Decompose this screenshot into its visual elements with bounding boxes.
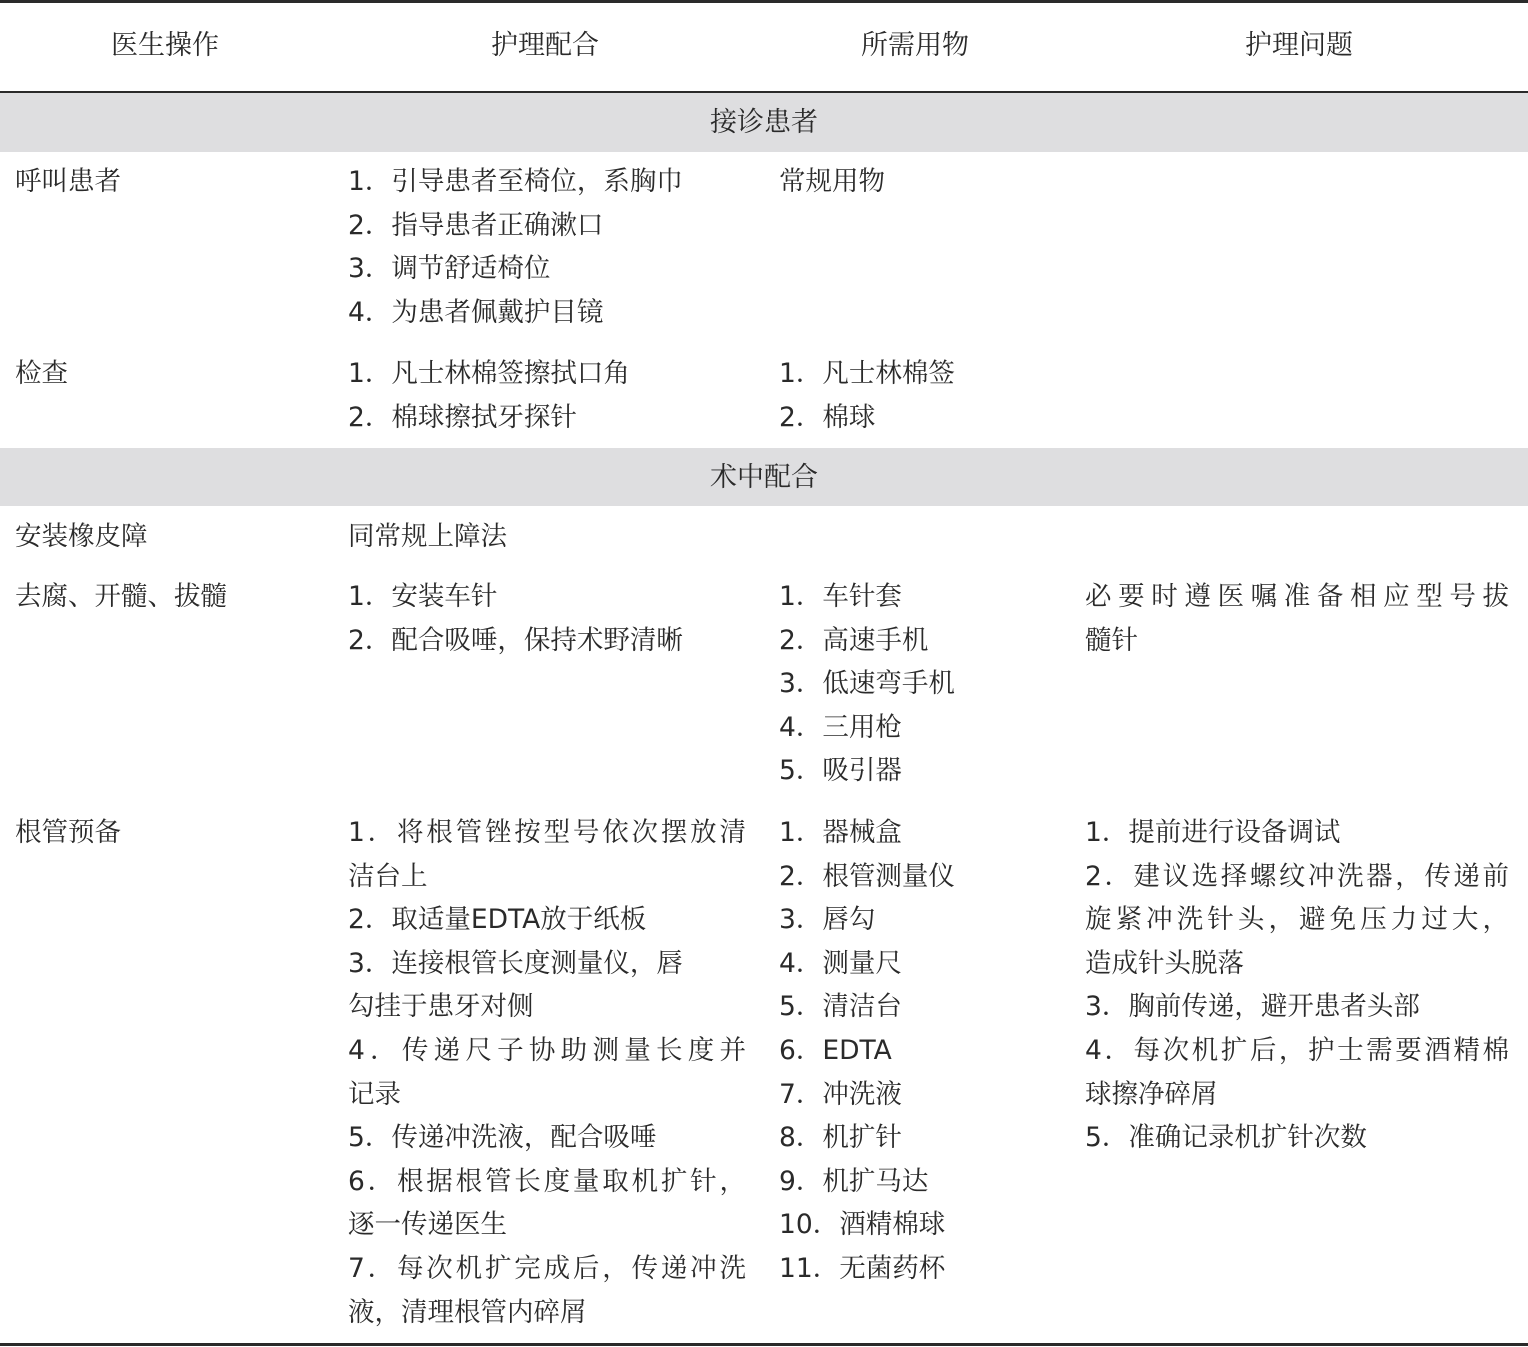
section-header-intraoperative-cooperation: 术中配合 <box>0 448 1528 506</box>
row-nursing-list <box>348 352 630 439</box>
list-item: 2．根管测量仪 <box>779 860 955 892</box>
row-doctor-operation <box>15 575 227 619</box>
list-item: 5．吸引器 <box>779 755 902 787</box>
list-item: 6．根据根管长度量取机扩针， <box>348 1165 746 1197</box>
list-item: 2．高速手机 <box>779 624 929 656</box>
row-supplies-list <box>779 352 955 439</box>
list-item: 4．为患者佩戴护目镜 <box>348 296 604 328</box>
list-item: 3．唇勾 <box>779 904 876 936</box>
list-item: 7．每次机扩完成后，传递冲洗 <box>348 1252 746 1284</box>
list-item: 1．提前进行设备调试 <box>1085 817 1341 848</box>
list-item: 1．车针套 <box>779 581 902 612</box>
list-item: 同常规上障法 <box>348 521 507 552</box>
list-item: 7．冲洗液 <box>779 1078 902 1110</box>
list-item: 1．凡士林棉签擦拭口角 <box>348 358 630 389</box>
row-nursing-list <box>348 515 507 559</box>
row-doctor-operation <box>15 352 68 396</box>
row-supplies-list <box>779 160 885 204</box>
row-doctor-operation <box>15 811 121 855</box>
list-item: 旋紧冲洗针头，避免压力过大， <box>1085 904 1509 936</box>
column-header-required-supplies: 所需用物 <box>861 30 969 61</box>
row-nursing-list <box>348 160 683 334</box>
list-item: 5．准确记录机扩针次数 <box>1085 1122 1367 1154</box>
row-doctor-text: 检查 <box>15 358 68 389</box>
column-header-nursing-issues: 护理问题 <box>1245 30 1353 61</box>
list-item: 髓针 <box>1085 624 1138 656</box>
row-supplies-list <box>779 811 955 1291</box>
list-item: 3．连接根管长度测量仪，唇 <box>348 947 683 979</box>
list-item: 4．测量尺 <box>779 947 902 979</box>
row-doctor-text: 安装橡皮障 <box>15 521 148 552</box>
row-doctor-operation <box>15 160 121 204</box>
list-item: 3．低速弯手机 <box>779 668 955 700</box>
list-item: 4．三用枪 <box>779 711 902 743</box>
list-item: 常规用物 <box>779 166 885 197</box>
list-item: 1．安装车针 <box>348 581 498 612</box>
row-doctor-operation <box>15 515 148 559</box>
list-item: 1．器械盒 <box>779 817 902 848</box>
list-item: 3．调节舒适椅位 <box>348 253 551 285</box>
row-issues-list <box>1085 811 1509 1160</box>
list-item: 勾挂于患牙对侧 <box>348 991 534 1023</box>
list-item: 5．清洁台 <box>779 991 902 1023</box>
list-item: 11．无菌药杯 <box>779 1252 946 1284</box>
list-item: 2．棉球擦拭牙探针 <box>348 401 577 433</box>
row-nursing-list <box>348 811 746 1334</box>
row-doctor-text: 根管预备 <box>15 817 121 848</box>
list-item: 9．机扩马达 <box>779 1165 929 1197</box>
list-item: 4．每次机扩后，护士需要酒精棉 <box>1085 1034 1509 1066</box>
list-item: 1．将根管锉按型号依次摆放清 <box>348 817 746 848</box>
list-item: 5．传递冲洗液，配合吸唾 <box>348 1122 657 1154</box>
list-item: 2．取适量EDTA放于纸板 <box>348 904 647 936</box>
list-item: 洁台上 <box>348 860 428 892</box>
row-issues-list <box>1085 575 1509 662</box>
list-item: 造成针头脱落 <box>1085 947 1244 979</box>
column-header-nursing-cooperation: 护理配合 <box>491 30 599 61</box>
list-item: 1．引导患者至椅位，系胸巾 <box>348 166 683 197</box>
table-bottom-rule <box>0 1343 1528 1346</box>
section-header-patient-reception: 接诊患者 <box>0 93 1528 152</box>
list-item: 8．机扩针 <box>779 1122 902 1154</box>
list-item: 2．指导患者正确漱口 <box>348 209 604 241</box>
row-supplies-list <box>779 575 955 793</box>
list-item: 必要时遵医嘱准备相应型号拔 <box>1085 581 1509 612</box>
list-item: 6．EDTA <box>779 1034 892 1066</box>
list-item: 记录 <box>348 1078 401 1110</box>
column-header-doctor-operation: 医生操作 <box>111 30 219 61</box>
row-nursing-list <box>348 575 683 662</box>
list-item: 4．传递尺子协助测量长度并 <box>348 1034 746 1066</box>
list-item: 液，清理根管内碎屑 <box>348 1296 587 1328</box>
list-item: 2．棉球 <box>779 401 876 433</box>
list-item: 逐一传递医生 <box>348 1209 507 1241</box>
list-item: 球擦净碎屑 <box>1085 1078 1218 1110</box>
list-item: 1．凡士林棉签 <box>779 358 955 389</box>
list-item: 2．建议选择螺纹冲洗器，传递前 <box>1085 860 1509 892</box>
list-item: 10．酒精棉球 <box>779 1209 946 1241</box>
row-doctor-text: 呼叫患者 <box>15 166 121 197</box>
row-doctor-text: 去腐、开髓、拔髓 <box>15 581 227 612</box>
list-item: 2．配合吸唾，保持术野清晰 <box>348 624 683 656</box>
list-item: 3．胸前传递，避开患者头部 <box>1085 991 1420 1023</box>
